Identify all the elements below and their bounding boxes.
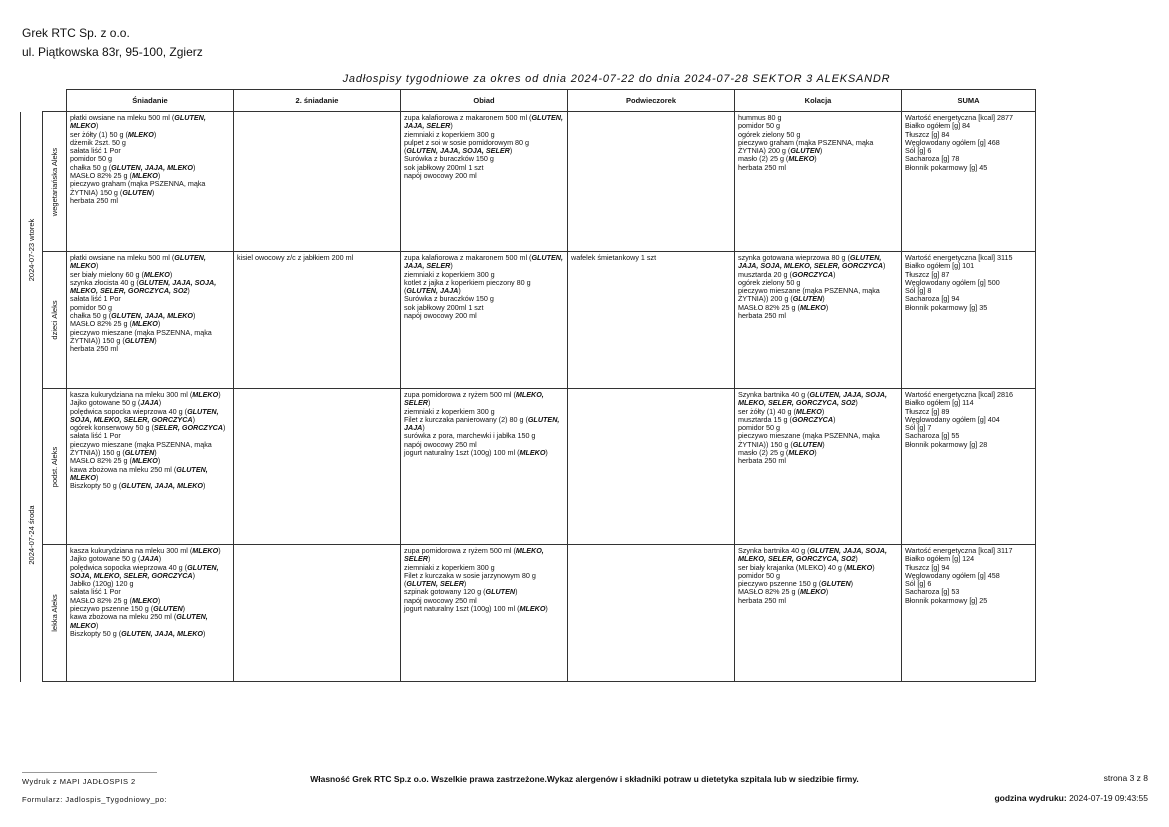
menu-cell [735,389,902,545]
dish-line: masło (2) 25 g (MLEKO) [738,448,817,458]
print-time-label: godzina wydruku: [994,793,1067,803]
nutrition-line: Błonnik pokarmowy [g] 25 [905,595,988,605]
menu-cell [401,112,568,252]
column-header: Podwieczorek [568,90,735,112]
dish-line: ziemniaki z koperkiem 300 g [404,406,495,416]
nutrition-line: Węglowodany ogółem [g] 500 [905,277,1000,287]
dish-line: Szynka bartnika 40 g (GLUTEN, JAJA, SOJA, MLEKO, SELER, GORCZYCA, SO2) [738,546,887,564]
dish-line: pomidor 50 g [738,423,780,433]
nutrition-line: Białko ogółem [g] 84 [905,121,971,131]
dish-line: sok jabłkowy 200ml 1 szt [404,162,484,172]
dish-line: pieczywo graham (mąka PSZENNA, mąka ŻYTNIA) 150 g (GLUTEN) [70,179,206,197]
dish-line: herbata 250 ml [738,456,786,466]
menu-cell [902,252,1036,389]
dish-line: napój owocowy 200 ml [404,311,477,321]
nutrition-line: Błonnik pokarmowy [g] 45 [905,162,988,172]
dish-line: Jabłko (120g) 120 g [70,579,134,589]
nutrition-line: Wartość energetyczna [kcal] 3117 [905,546,1013,555]
dish-line: sałata liść 1 Por [70,587,121,597]
nutrition-line: Błonnik pokarmowy [g] 28 [905,439,988,449]
dish-line: szpinak gotowany 120 g (GLUTEN) [404,587,518,597]
menu-cell [234,112,401,252]
dish-line: ser żółty (1) 40 g (MLEKO) [738,406,825,416]
dish-line: herbata 250 ml [70,344,118,354]
dish-line: Surówka z buraczków 150 g [404,294,494,304]
menu-cell [401,389,568,545]
diet-cell [43,545,67,682]
dish-line: pomidor 50 g [70,154,112,164]
print-time-value: 2024-07-19 09:43:55 [1069,793,1148,803]
dish-line: MASŁO 82% 25 g (MLEKO) [70,319,161,329]
dish-line: polędwica sopocka wieprzowa 40 g (GLUTEN, SOJA, MLEKO, SELER, GORCZYCA) [70,562,219,580]
date-cell [21,112,43,389]
dish-line: chałka 50 g (GLUTEN, JAJA, MLEKO) [70,311,196,321]
nutrition-line: Sól [g] 8 [905,286,932,296]
nutrition-line: Sacharoza [g] 53 [905,587,960,597]
header-blank [21,90,43,112]
diet-cell [43,252,67,389]
company-address: ul. Piątkowska 83r, 95-100, Zgierz [22,45,203,59]
menu-cell [568,112,735,252]
nutrition-line: Wartość energetyczna [kcal] 2877 [905,113,1013,122]
column-header: Śniadanie [67,90,234,112]
diet-label: dzieci Aleks [49,300,59,340]
nutrition-line: Błonnik pokarmowy [g] 35 [905,302,988,312]
menu-cell [735,112,902,252]
menu-cell [67,252,234,389]
dish-line: kawa zbożowa na mleku 250 ml (GLUTEN, MLEKO) [70,464,208,482]
dish-line: Filet z kurczaka panierowany (2) 80 g (GLUTEN, JAJA) [404,414,560,433]
nutrition-line: Wartość energetyczna [kcal] 3115 [905,253,1013,262]
dish-line: musztarda 15 g (GORCZYCA) [738,414,836,424]
nutrition-line: Tłuszcz [g] 94 [905,562,950,572]
menu-cell [401,252,568,389]
menu-cell [234,389,401,545]
ownership-note: Własność Grek RTC Sp.z o.o. Wszelkie prawa zastrzeżone.Wykaz alergenów i składniki potraw u dietetyka szpitala lub w siedzibie firmy. [310,774,859,784]
dish-line: herbata 250 ml [738,311,786,321]
dish-line: herbata 250 ml [738,162,786,172]
dish-line: MASŁO 82% 25 g (MLEKO) [738,587,829,597]
company-name: Grek RTC Sp. z o.o. [22,26,130,40]
company-info [22,24,203,62]
menu-cell [67,389,234,545]
dish-line: musztarda 20 g (GORCZYCA) [738,269,836,279]
nutrition-line: Tłuszcz [g] 87 [905,269,950,279]
menu-cell [568,389,735,545]
dish-line: zupa kalafiorowa z makaronem 500 ml (GLUTEN, JAJA, SELER) [404,113,563,131]
dish-line: ziemniaki z koperkiem 300 g [404,269,495,279]
dish-line: ser żółty (1) 50 g (MLEKO) [70,129,157,139]
page-number: strona 3 z 8 [1103,773,1148,783]
dish-line: zupa pomidorowa z ryżem 500 ml (MLEKO, SELER) [404,546,544,564]
dish-line: pomidor 50 g [70,302,112,312]
nutrition-line: Sacharoza [g] 78 [905,154,960,164]
weekly-menu-table [20,89,1036,682]
dish-line: Biszkopty 50 g (GLUTEN, JAJA, MLEKO) [70,628,206,638]
column-header: Obiad [401,90,568,112]
diet-label: podst. Aleks [49,446,59,487]
dish-line: kotlet z jajka z koperkiem pieczony 80 g (GLUTEN, JAJA) [404,277,531,296]
print-time [994,793,1148,803]
dish-line: ogórek zielony 50 g [738,277,801,287]
dish-line: pulpet z soi w sosie pomidorowym 80 g (GLUTEN, JAJA, SOJA, SELER) [404,137,530,156]
dish-line: napój owocowy 250 ml [404,439,477,449]
dish-line: MASŁO 82% 25 g (MLEKO) [70,595,161,605]
dish-line: jogurt naturalny 1szt (100g) 100 ml (MLEKO) [404,604,548,614]
form-label: Formularz: Jadlospis_Tygodniowy_po: [22,795,168,804]
dish-line: pieczywo mieszane (mąka PSZENNA, mąka ŻYTNIA)) 150 g (GLUTEN) [70,327,212,345]
menu-cell [735,252,902,389]
dish-line: szynka złocista 40 g (GLUTEN, JAJA, SOJA, MLEKO, SELER, GORCZYCA, SO2) [70,277,217,296]
nutrition-line: Sól [g] 6 [905,579,932,589]
nutrition-line: Tłuszcz [g] 84 [905,129,950,139]
column-header: Kolacja [735,90,902,112]
dish-line: sałata liść 1 Por [70,294,121,304]
dish-line: herbata 250 ml [70,195,118,205]
diet-label: lekka Aleks [49,594,59,632]
table-row [21,389,1036,545]
column-header: 2. śniadanie [234,90,401,112]
dish-line: masło (2) 25 g (MLEKO) [738,154,817,164]
nutrition-line: Węglowodany ogółem [g] 458 [905,570,1000,580]
dish-line: pieczywo pszenne 150 g (GLUTEN) [738,579,854,589]
dish-line: pieczywo graham (mąka PSZENNA, mąka ŻYTNIA) 200 g (GLUTEN) [738,137,874,156]
dish-line: ogórek zielony 50 g [738,129,801,139]
nutrition-line: Sól [g] 6 [905,146,932,156]
dish-line: płatki owsiane na mleku 500 ml (GLUTEN, MLEKO) [70,113,206,131]
footer-rule [22,772,157,773]
menu-cell [902,112,1036,252]
dish-line: ser biały krajanka (MLEKO) 40 g (MLEKO) [738,562,875,572]
dish-line: Jajko gotowane 50 g (JAJA) [70,554,162,564]
dish-line: ser biały mielony 60 g (MLEKO) [70,269,173,279]
nutrition-line: Białko ogółem [g] 114 [905,398,974,408]
dish-line: Szynka bartnika 40 g (GLUTEN, JAJA, SOJA, MLEKO, SELER, GORCZYCA, SO2) [738,390,887,408]
nutrition-line: Węglowodany ogółem [g] 468 [905,137,1000,147]
dish-line: zupa pomidorowa z ryżem 500 ml (MLEKO, SELER) [404,390,544,408]
menu-cell [902,389,1036,545]
diet-cell [43,389,67,545]
dish-line: pieczywo mieszane (mąka PSZENNA, mąka ŻYTNIA)) 150 g (GLUTEN) [70,439,212,458]
dish-line: szynka gotowana wieprzowa 80 g (GLUTEN, JAJA, SOJA, MLEKO, SELER, GORCZYCA) [738,253,886,271]
menu-cell [401,545,568,682]
nutrition-line: Tłuszcz [g] 89 [905,406,950,416]
nutrition-line: Białko ogółem [g] 124 [905,554,975,564]
header-row [21,90,1036,112]
date-cell [21,389,43,682]
diet-cell [43,112,67,252]
table-row [21,252,1036,389]
menu-title: Jadłospisy tygodniowe za okres od dnia 2024-07-22 do dnia 2024-07-28 SEKTOR 3 ALEKSANDR [342,73,891,85]
nutrition-line: Sacharoza [g] 55 [905,431,960,441]
header-blank [43,90,67,112]
menu-cell [568,545,735,682]
menu-cell [234,252,401,389]
dish-line: kasza kukurydziana na mleku 300 ml (MLEKO) [70,390,221,399]
dish-line: ziemniaki z koperkiem 300 g [404,129,495,139]
dish-line: napój owocowy 200 ml [404,171,477,181]
menu-cell [568,252,735,389]
date-label: 2024-07-24 środa [26,505,36,565]
printout-label: Wydruk z MAPI JADŁOSPIS 2 [22,777,136,786]
dish-line: kasza kukurydziana na mleku 300 ml (MLEKO) [70,546,221,555]
nutrition-line: Sól [g] 7 [905,423,932,433]
dish-line: sałata liść 1 Por [70,431,121,441]
dish-line: pieczywo pszenne 150 g (GLUTEN) [70,604,186,614]
dish-line: MASŁO 82% 25 g (MLEKO) [738,302,829,312]
dish-line: napój owocowy 250 ml [404,595,477,605]
dish-line: MASŁO 82% 25 g (MLEKO) [70,456,161,466]
dish-line: kisiel owocowy z/c z jabłkiem 200 ml [237,253,354,262]
nutrition-line: Węglowodany ogółem [g] 404 [905,414,1000,424]
menu-cell [902,545,1036,682]
dish-line: dżemik 2szt. 50 g [70,137,126,147]
menu-cell [234,545,401,682]
table-row [21,545,1036,682]
nutrition-line: Sacharoza [g] 94 [905,294,960,304]
dish-line: ogórek konserwowy 50 g (SELER, GORCZYCA) [70,423,226,433]
date-label: 2024-07-23 wtorek [26,218,36,282]
dish-line: polędwica sopocka wieprzowa 40 g (GLUTEN, SOJA, MLEKO, SELER, GORCZYCA) [70,406,219,424]
menu-cell [67,112,234,252]
dish-line: sałata liść 1 Por [70,146,121,156]
dish-line: herbata 250 ml [738,595,786,605]
dish-line: zupa kalafiorowa z makaronem 500 ml (GLUTEN, JAJA, SELER) [404,253,563,271]
dish-line: kawa zbożowa na mleku 250 ml (GLUTEN, MLEKO) [70,612,208,630]
dish-line: sok jabłkowy 200ml 1 szt [404,302,484,312]
nutrition-line: Wartość energetyczna [kcal] 2816 [905,390,1013,399]
dish-line: hummus 80 g [738,113,782,122]
dish-line: Filet z kurczaka w sosie jarzynowym 80 g (GLUTEN, SELER) [404,570,536,589]
dish-line: wafelek śmietankowy 1 szt [571,253,657,262]
dish-line: jogurt naturalny 1szt (100g) 100 ml (MLEKO) [404,448,548,458]
dish-line: pieczywo mieszane (mąka PSZENNA, mąka ŻYTNIA)) 150 g (GLUTEN) [738,431,880,449]
dish-line: pomidor 50 g [738,121,780,131]
dish-line: chałka 50 g (GLUTEN, JAJA, MLEKO) [70,162,196,172]
table-row [21,112,1036,252]
menu-cell [735,545,902,682]
dish-line: MASŁO 82% 25 g (MLEKO) [70,171,161,181]
nutrition-line: Białko ogółem [g] 101 [905,261,975,271]
dish-line: Biszkopty 50 g (GLUTEN, JAJA, MLEKO) [70,481,206,491]
diet-label: wegetariańska Aleks [49,147,59,216]
dish-line: Surówka z buraczków 150 g [404,154,494,164]
column-header: SUMA [902,90,1036,112]
dish-line: surówka z pora, marchewki i jabłka 150 g [404,431,536,441]
menu-cell [67,545,234,682]
dish-line: Jajko gotowane 50 g (JAJA) [70,398,162,408]
dish-line: ziemniaki z koperkiem 300 g [404,562,495,572]
dish-line: pieczywo mieszane (mąka PSZENNA, mąka ŻYTNIA)) 200 g (GLUTEN) [738,286,880,304]
dish-line: pomidor 50 g [738,570,780,580]
dish-line: płatki owsiane na mleku 500 ml (GLUTEN, MLEKO) [70,253,206,271]
